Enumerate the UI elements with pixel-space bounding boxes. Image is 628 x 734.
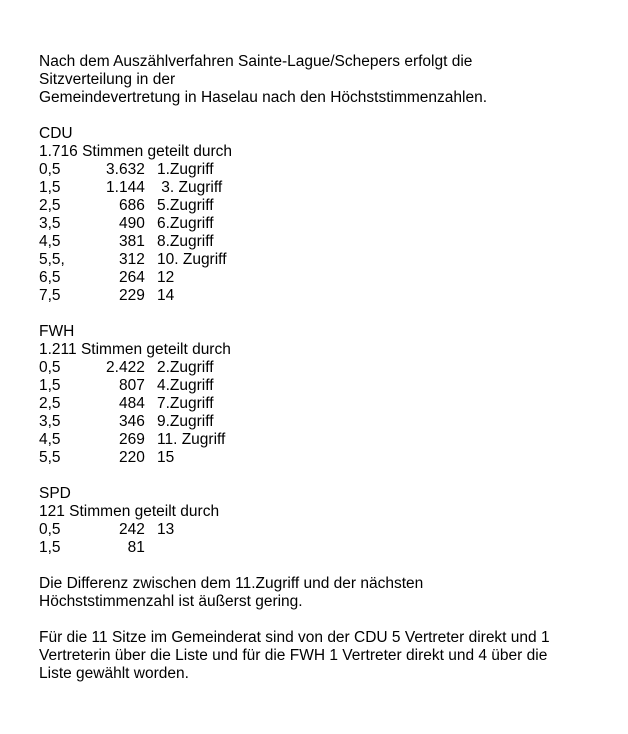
quotient-cell: 686 [118,197,145,214]
votes-line: 1.211 Stimmen geteilt durch [39,341,231,358]
result-cell: 9.Zugriff [157,413,214,430]
quotient-cell: 346 [118,413,145,430]
intro-line: Sitzverteilung in der [39,71,176,88]
quotient-cell: 1.144 [106,179,145,196]
table-row [39,269,609,287]
divisor-cell: 0,5 [39,359,61,376]
divisor-cell: 5,5, [39,251,65,268]
spacer [39,467,609,485]
result-cell: 2.Zugriff [157,359,214,376]
result-cell: 12 [157,269,175,286]
table-row [39,251,609,269]
intro-line: Gemeindevertretung in Haselau nach den Höchststimmenzahlen. [39,89,488,106]
quotient-cell: 2.422 [106,359,145,376]
votes-line: 1.716 Stimmen geteilt durch [39,143,232,160]
result-cell: 8.Zugriff [157,233,214,250]
divisor-cell: 1,5 [39,179,61,196]
divisor-cell: 4,5 [39,233,61,250]
divisor-cell: 2,5 [39,395,61,412]
note-paragraph [39,575,609,611]
result-cell: 7.Zugriff [157,395,214,412]
quotient-cell: 484 [118,395,145,412]
quotient-cell: 264 [118,269,145,286]
divisor-cell: 3,5 [39,413,61,430]
result-cell: 4.Zugriff [157,377,214,394]
table-row [39,161,609,179]
result-cell: 5.Zugriff [157,197,214,214]
quotient-cell: 81 [127,539,145,556]
section-spd [39,485,609,557]
result-cell: 15 [157,449,175,466]
divisor-cell: 6,5 [39,269,61,286]
note-line: Höchststimmenzahl ist äußerst gering. [39,593,303,610]
document-body [39,53,609,683]
section-fwh [39,323,609,467]
spacer [39,557,609,575]
table-row [39,431,609,449]
table-row [39,395,609,413]
divisor-cell: 4,5 [39,431,61,448]
divisor-cell: 5,5 [39,449,61,466]
result-cell: 1.Zugriff [157,161,214,178]
divisor-cell: 7,5 [39,287,61,304]
table-row [39,539,609,557]
note-line: Die Differenz zwischen dem 11.Zugriff und der nächsten [39,575,424,592]
quotient-cell: 312 [118,251,145,268]
section-cdu [39,125,609,305]
divisor-cell: 3,5 [39,215,61,232]
intro-line: Nach dem Auszählverfahren Sainte-Lague/Schepers erfolgt die [39,53,473,70]
quotient-cell: 807 [118,377,145,394]
table-row [39,215,609,233]
table-row [39,287,609,305]
table-row [39,197,609,215]
divisor-cell: 0,5 [39,161,61,178]
intro-paragraph [39,53,609,107]
table-row [39,449,609,467]
spacer [39,305,609,323]
table-row [39,179,609,197]
divisor-cell: 1,5 [39,539,61,556]
result-cell: 10. Zugriff [157,251,227,268]
table-row [39,359,609,377]
table-row [39,413,609,431]
divisor-cell: 2,5 [39,197,61,214]
spacer [39,611,609,629]
result-cell: 13 [157,521,175,538]
quotient-cell: 3.632 [106,161,145,178]
table-row [39,233,609,251]
party-name: FWH [39,323,75,340]
conclusion-paragraph [39,629,609,683]
quotient-cell: 229 [118,287,145,304]
divisor-cell: 1,5 [39,377,61,394]
result-cell: 14 [157,287,175,304]
quotient-cell: 381 [118,233,145,250]
quotient-cell: 490 [118,215,145,232]
quotient-cell: 242 [118,521,145,538]
conclusion-line: Für die 11 Sitze im Gemeinderat sind von der CDU 5 Vertreter direkt und 1 [39,629,550,646]
result-cell: 3. Zugriff [157,179,223,196]
spacer [39,107,609,125]
result-cell: 11. Zugriff [157,431,226,448]
party-name: SPD [39,485,71,502]
divisor-cell: 0,5 [39,521,61,538]
quotient-cell: 220 [118,449,145,466]
conclusion-line: Liste gewählt worden. [39,665,189,682]
conclusion-line: Vertreterin über die Liste und für die FWH 1 Vertreter direkt und 4 über die [39,647,548,664]
quotient-cell: 269 [118,431,145,448]
table-row [39,521,609,539]
party-name: CDU [39,125,73,142]
table-row [39,377,609,395]
votes-line: 121 Stimmen geteilt durch [39,503,220,520]
result-cell: 6.Zugriff [157,215,214,232]
